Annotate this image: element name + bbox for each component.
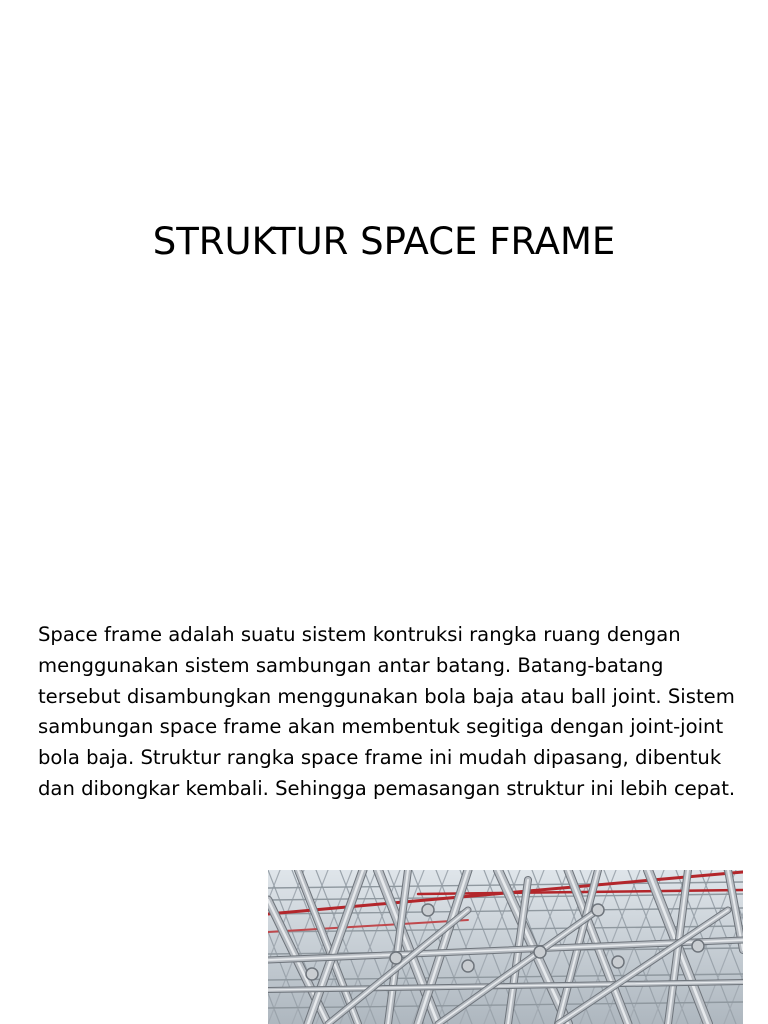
ball-joint: [612, 956, 624, 968]
ball-joint: [534, 946, 546, 958]
ball-joint: [390, 952, 402, 964]
space-frame-photo: [268, 870, 743, 1024]
slide-body-text: Space frame adalah suatu sistem kontruksi rangka ruang dengan menggunakan sistem sambungan antar batang. Batang-batang tersebut disambungkan menggunakan bola baja atau ball joint. Sistem sambungan space frame akan membentuk segitiga dengan joint-joint bola baja. Struktur rangka space frame ini mudah dipasang, dibentuk dan dibongkar kembali. Sehingga pemasangan struktur ini lebih cepat.: [38, 623, 736, 800]
ball-joint: [592, 904, 604, 916]
ball-joint: [306, 968, 318, 980]
ball-joint: [692, 940, 704, 952]
ball-joint: [462, 960, 474, 972]
ball-joint: [422, 904, 434, 916]
slide-title: STRUKTUR SPACE FRAME: [152, 220, 616, 263]
